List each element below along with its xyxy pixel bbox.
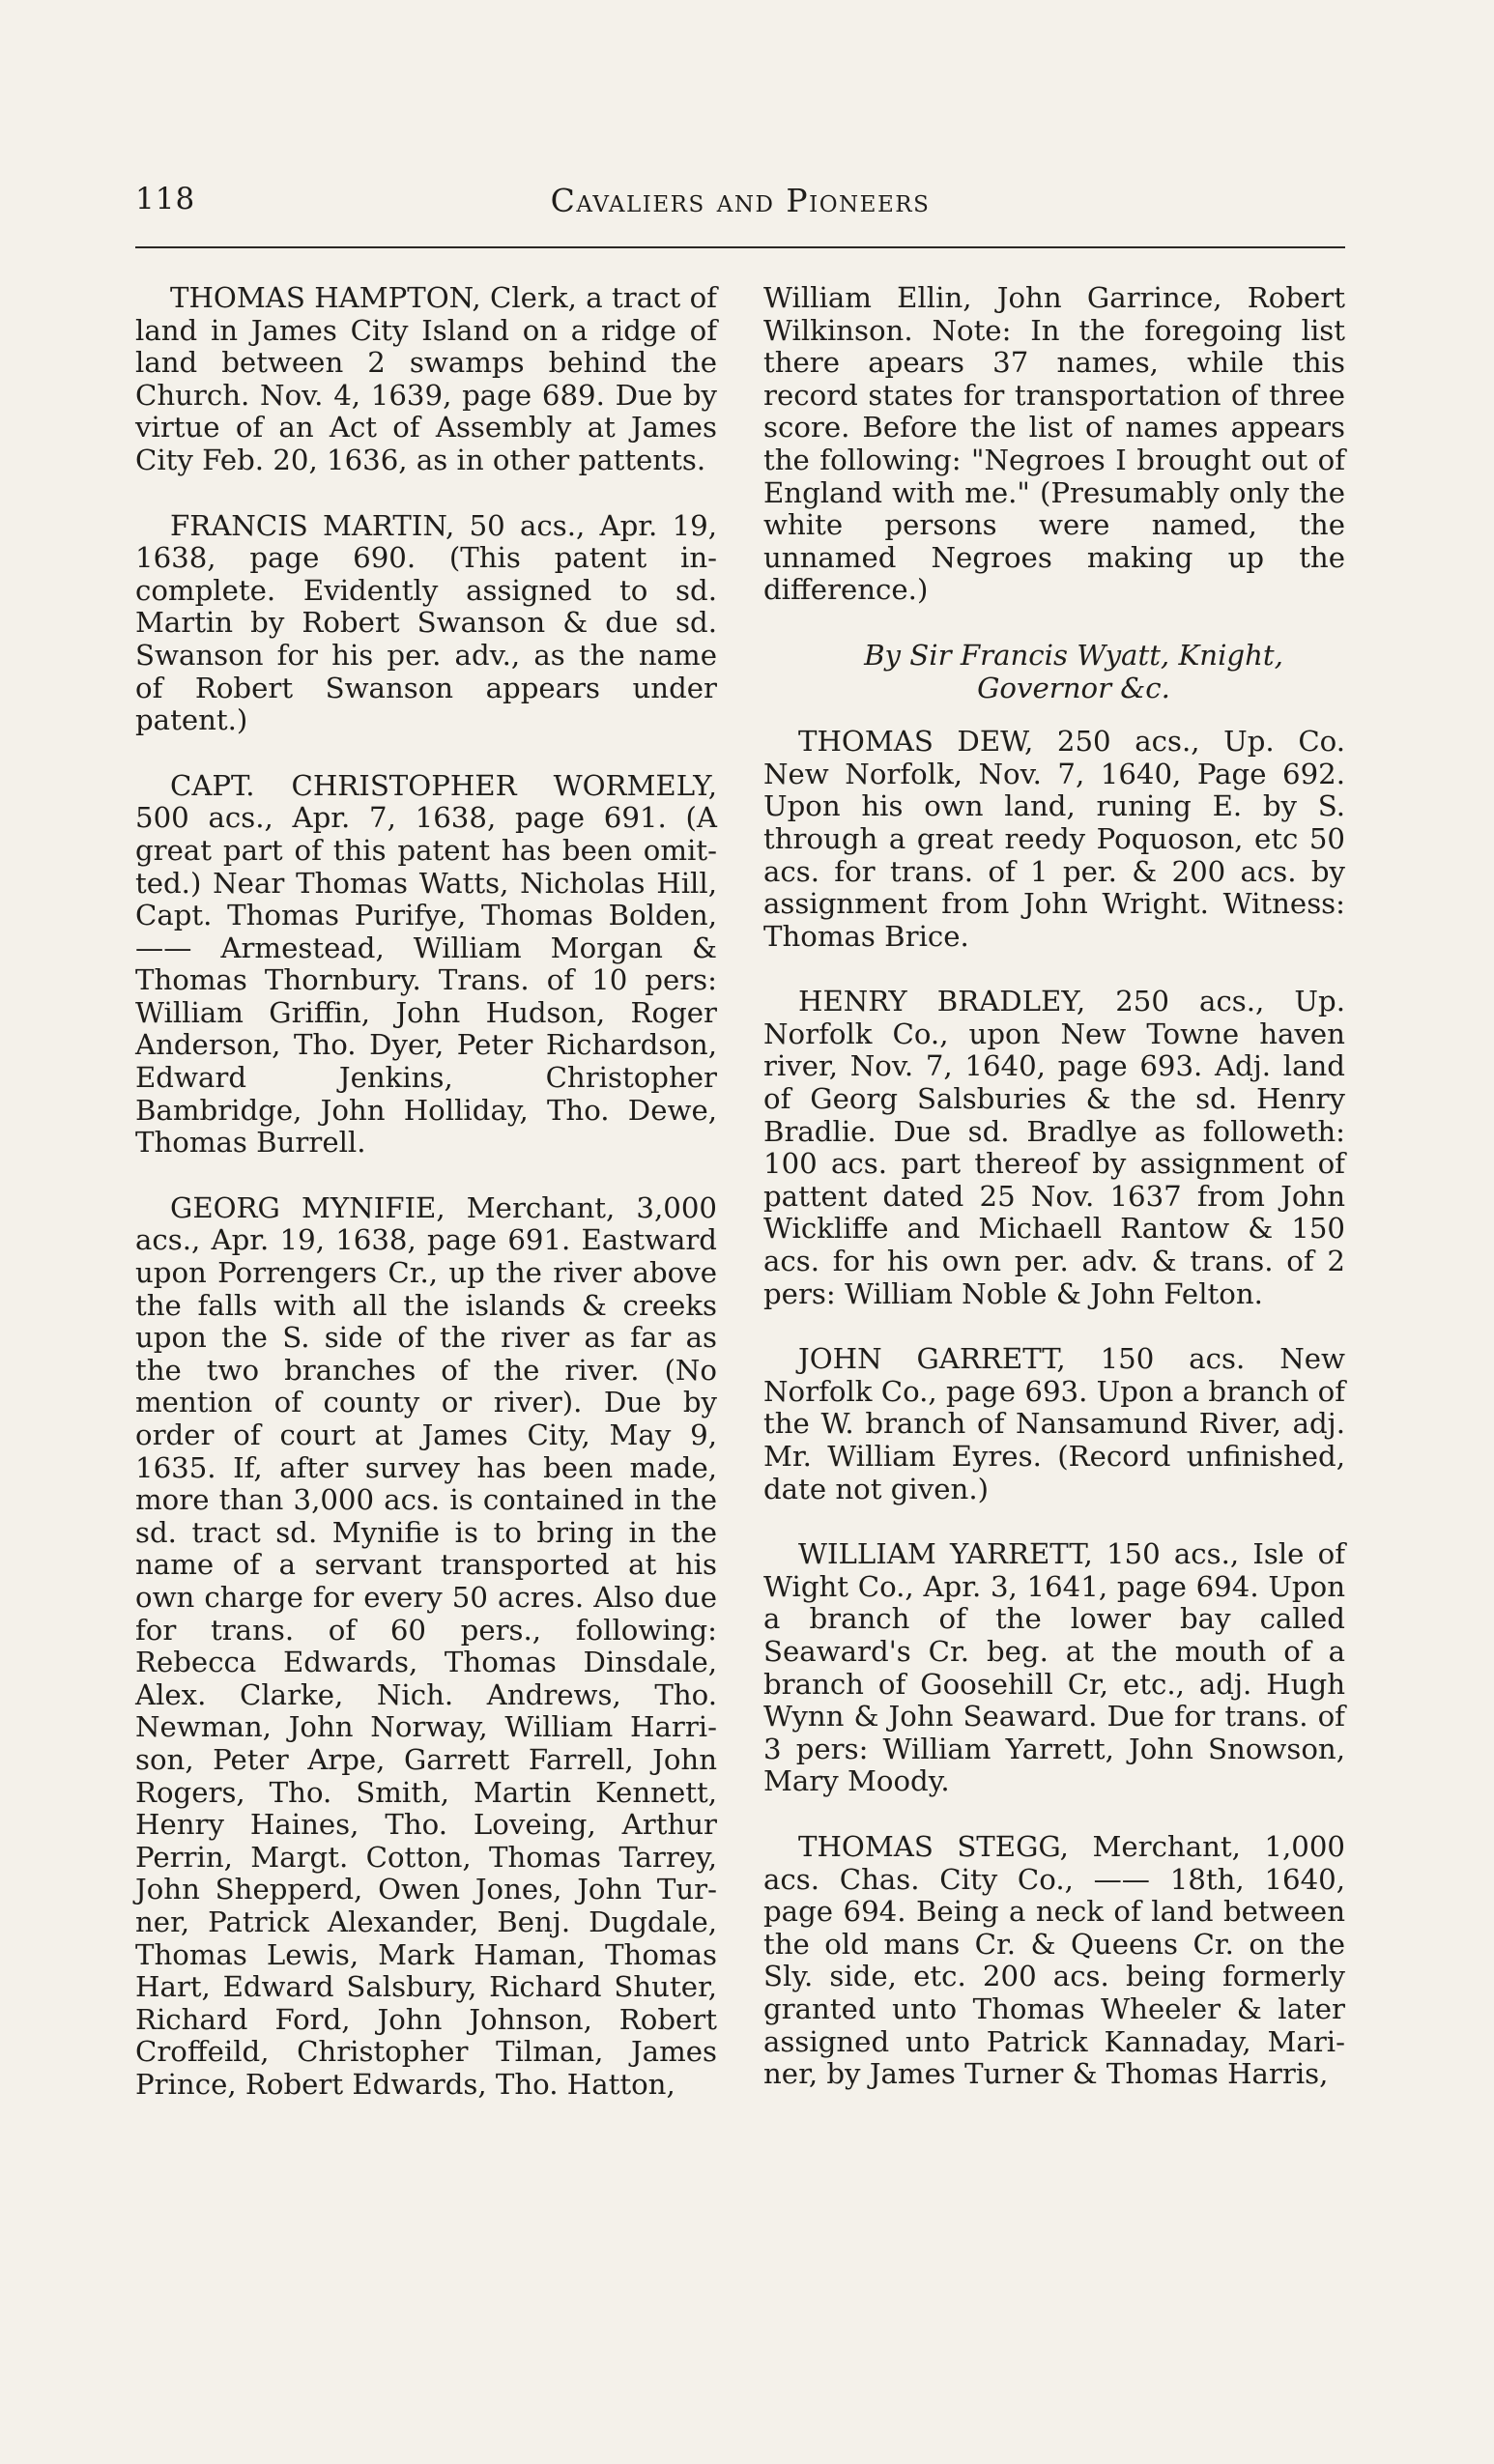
page-number: 118	[135, 182, 196, 216]
patent-entry-stegg: THOMAS STEGG, Merchant, 1,000 acs. Chas. City Co., —— 18th, 1640, page 694. Being a neck of land between the old mans Cr. & Queens Cr. on the Sly. side, etc. 200 acs. being formerly granted unto Thomas Wheeler & later assigned unto Patrick Kannaday, Mariner, by James Turner & Thomas Harris,	[763, 1829, 1345, 2091]
patent-entry-martin: FRANCIS MARTIN, 50 acs., Apr. 19, 1638, page 690. (This patent incomplete. Evidently assigned to sd. Martin by Robert Swanson & due sd. Swanson for his per. adv., as the name of Robert Swanson appears under patent.)	[135, 508, 717, 737]
left-column	[135, 282, 717, 2134]
governor-heading	[763, 640, 1345, 704]
patent-entry-wormely: CAPT. CHRISTOPHER WORMELY, 500 acs., Apr. 7, 1638, page 691. (A great part of this patent has been omitted.) Near Thomas Watts, Nicholas Hill, Capt. Thomas Purifye, Thomas Bolden, —— Armestead, William Morgan & Thomas Thornbury. Trans. of 10 pers: William Griffin, John Hudson, Roger Anderson, Tho. Dyer, Peter Richardson, Edward Jenkins, Christopher Bambridge, John Holliday, Tho. Dewe, Thomas Burrell.	[135, 768, 717, 1160]
right-column	[763, 282, 1345, 2124]
patent-entry-dew: THOMAS DEW, 250 acs., Up. Co. New Norfolk, Nov. 7, 1640, Page 692. Upon his own land, runing E. by S. through a great reedy Poquoson, etc 50 acs. for trans. of 1 per. & 200 acs. by assignment from John Wright. Witness: Thomas Brice.	[763, 725, 1345, 953]
running-title: Cavaliers and Pioneers	[550, 182, 931, 219]
patent-entry-bradley: HENRY BRADLEY, 250 acs., Up. Norfolk Co., upon New Towne haven river, Nov. 7, 1640, page 693. Adj. land of Georg Salsburies & the sd. Henry Bradlie. Due sd. Bradlye as followeth: 100 acs. part thereof by assignment of pattent dated 25 Nov. 1637 from John Wickliffe and Michaell Rantow & 150 acs. for his own per. adv. & trans. of 2 pers: William Noble & John Felton.	[763, 985, 1345, 1310]
patent-entry-mynifie-continued: William Ellin, John Garrince, Robert Wilkinson. Note: In the foregoing list there apears 37 names, while this record states for transportation of three score. Before the list of names appears the following: "Negroes I brought out of England with me." (Presumably only the white persons were named, the unnamed Negroes making up the difference.)	[763, 281, 1345, 607]
patent-entry-hampton: THOMAS HAMPTON, Clerk, a tract of land in James City Island on a ridge of land between 2 swamps behind the Church. Nov. 4, 1639, page 689. Due by virtue of an Act of Assembly at James City Feb. 20, 1636, as in other pattents.	[135, 281, 717, 476]
governor-heading-line1: By Sir Francis Wyatt, Knight,	[864, 638, 1283, 672]
patent-entry-yarrett: WILLIAM YARRETT, 150 acs., Isle of Wight Co., Apr. 3, 1641, page 694. Upon a branch of the lower bay called Seaward's Cr. beg. at the mouth of a branch of Goosehill Cr, etc., adj. Hugh Wynn & John Seaward. Due for trans. of 3 pers: William Yarrett, John Snowson, Mary Moody.	[763, 1537, 1345, 1798]
page-header	[135, 182, 1345, 240]
governor-heading-line2: Governor &c.	[977, 671, 1170, 704]
patent-entry-mynifie: GEORG MYNIFIE, Merchant, 3,000 acs., Apr. 19, 1638, page 691. Eastward upon Porrengers Cr., up the river above the falls with all the islands & creeks upon the S. side of the river as far as the two branches of the river. (No mention of county or river). Due by order of court at James City, May 9, 1635. If, after survey has been made, more than 3,000 acs. is contained in the sd. tract sd. Mynifie is to bring in the name of a servant transported at his own charge for every 50 acres. Also due for trans. of 60 pers., following: Rebecca Edwards, Thomas Dinsdale, Alex. Clarke, Nich. Andrews, Tho. Newman, John Norway, William Harrison, Peter Arpe, Garrett Farrell, John Rogers, Tho. Smith, Martin Kennett, Henry Haines, Tho. Loveing, Arthur Perrin, Margt. Cotton, Thomas Tarrey, John Shepperd, Owen Jones, John Turner, Patrick Alexander, Benj. Dugdale, Thomas Lewis, Mark Haman, Thomas Hart, Edward Salsbury, Richard Shuter, Richard Ford, John Johnson, Robert Croffeild, Christopher Tilman, James Prince, Robert Edwards, Tho. Hatton,	[135, 1190, 717, 2101]
patent-entry-garrett: JOHN GARRETT, 150 acs. New Norfolk Co., page 693. Upon a branch of the W. branch of Nansamund River, adj. Mr. William Eyres. (Record unfinished, date not given.)	[763, 1342, 1345, 1505]
header-rule	[135, 246, 1345, 248]
